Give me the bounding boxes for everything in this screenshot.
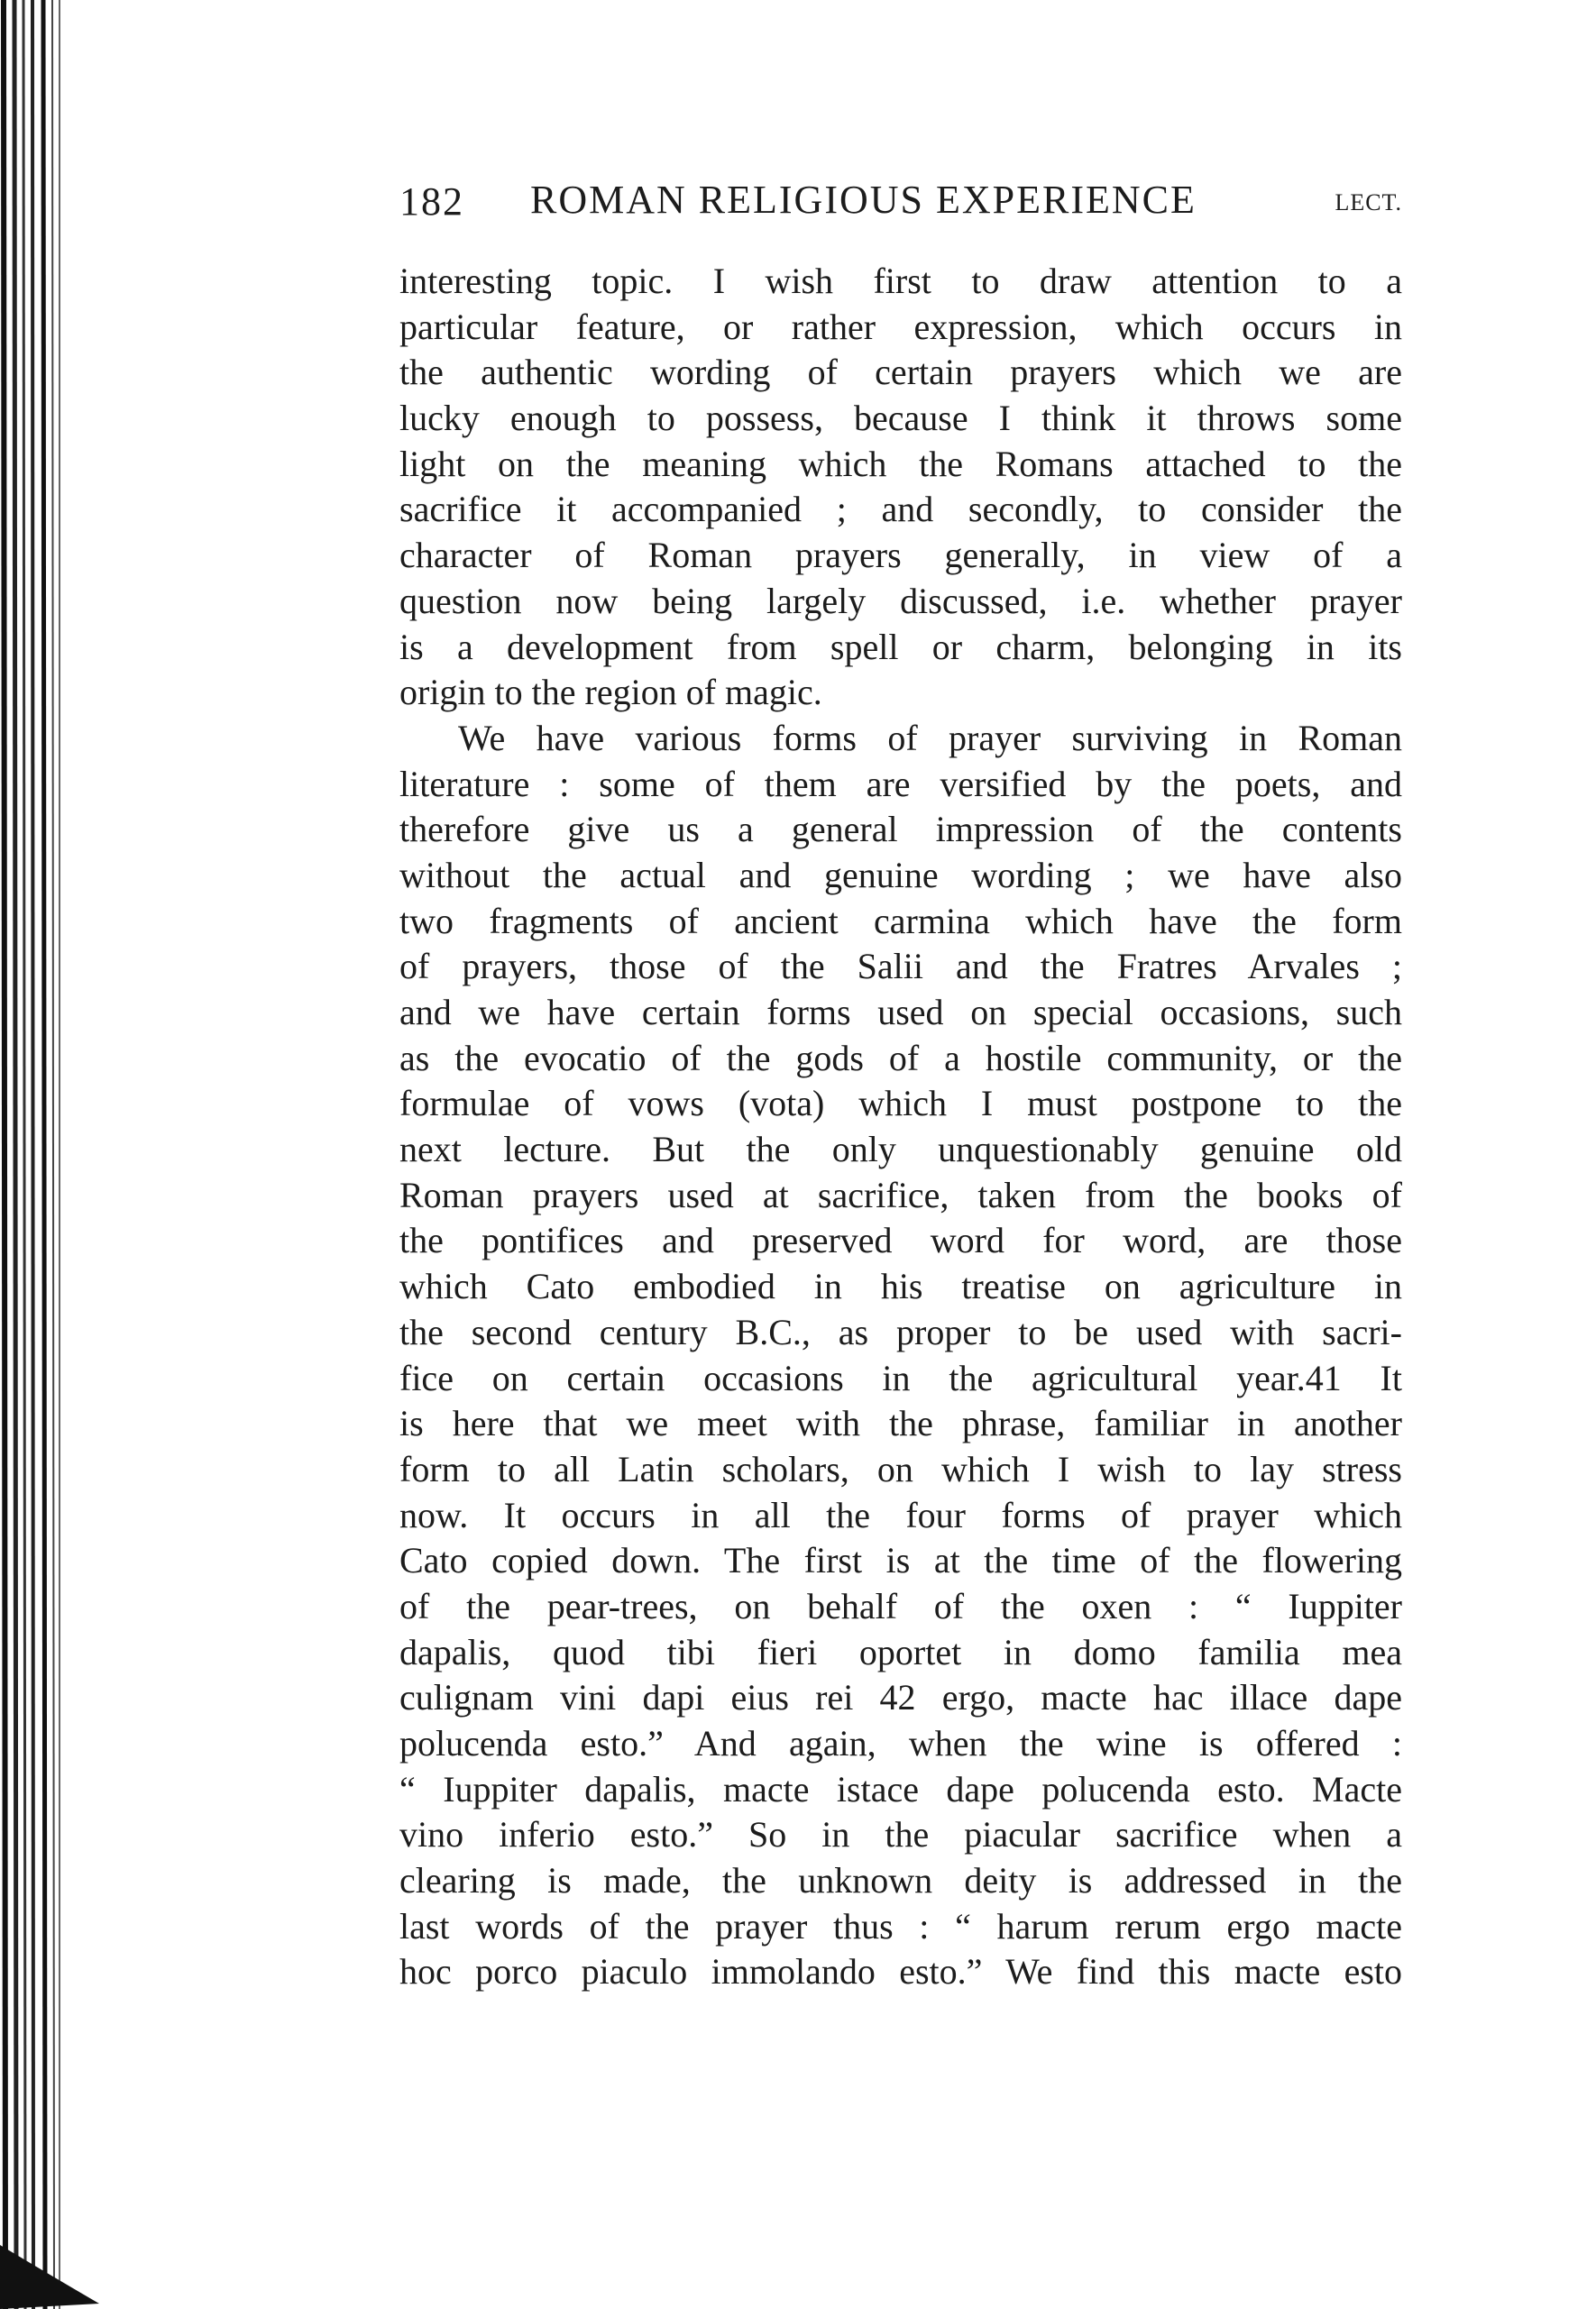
- text-line: which Cato embodied in his treatise on agriculture in: [399, 1266, 1402, 1307]
- text-line: of the pear-trees, on behalf of the oxen : “ Iuppiter: [399, 1585, 1402, 1626]
- text-line: fice on certain occasions in the agricultural year.41 It: [399, 1357, 1402, 1398]
- paragraph: [399, 259, 1402, 716]
- text-line: Roman prayers used at sacrifice, taken from the books of: [399, 1174, 1402, 1215]
- text-line: literature : some of them are versified by the poets, and: [399, 763, 1402, 804]
- text-line: vino inferio esto.” So in the piacular sacrifice when a: [399, 1814, 1402, 1855]
- text-line: last words of the prayer thus : “ harum rerum ergo macte: [399, 1905, 1402, 1947]
- text-line: the pontifices and preserved word for word, are those: [399, 1220, 1402, 1261]
- text-line: therefore give us a general impression of the contents: [399, 809, 1402, 850]
- text-line: now. It occurs in all the four forms of prayer which: [399, 1494, 1402, 1535]
- text-line: and we have certain forms used on special occasions, such: [399, 992, 1402, 1032]
- running-title: ROMAN RELIGIOUS EXPERIENCE: [530, 178, 1197, 222]
- text-line: character of Roman prayers generally, in view of a: [399, 535, 1402, 576]
- text-line: form to all Latin scholars, on which I wish to lay stress: [399, 1448, 1402, 1489]
- text-line: clearing is made, the unknown deity is addressed in the: [399, 1860, 1402, 1901]
- text-line: the authentic wording of certain prayers which we are: [399, 352, 1402, 393]
- text-line: sacrifice it accompanied ; and secondly, to consider the: [399, 489, 1402, 530]
- text-line: lucky enough to possess, because I think it throws some: [399, 398, 1402, 439]
- page-number: 182: [399, 179, 464, 224]
- text-line: polucenda esto.” And again, when the wine is offered :: [399, 1723, 1402, 1764]
- text-line: is here that we meet with the phrase, familiar in another: [399, 1403, 1402, 1444]
- page-header: [399, 177, 1402, 234]
- text-line: question now being largely discussed, i.e. whether prayer: [399, 580, 1402, 621]
- body-text: [399, 259, 1402, 1995]
- text-line: the second century B.C., as proper to be used with sacri-: [399, 1311, 1402, 1352]
- text-line: as the evocatio of the gods of a hostile community, or the: [399, 1037, 1402, 1078]
- text-line: formulae of vows (vota) which I must postpone to the: [399, 1083, 1402, 1124]
- text-line: dapalis, quod tibi fieri oportet in domo familia mea: [399, 1631, 1402, 1672]
- text-line: We have various forms of prayer surviving in Roman: [458, 717, 1402, 758]
- text-line: Cato copied down. The first is at the time of the flowering: [399, 1540, 1402, 1581]
- text-line: culignam vini dapi eius rei 42 ergo, macte hac illace dape: [399, 1677, 1402, 1718]
- text-line: interesting topic. I wish first to draw attention to a: [399, 261, 1402, 301]
- text-line: “ Iuppiter dapalis, macte istace dape polucenda esto. Macte: [399, 1768, 1402, 1810]
- binding-edge: [0, 0, 99, 2309]
- text-line: light on the meaning which the Romans attached to the: [399, 443, 1402, 484]
- text-line: two fragments of ancient carmina which have the form: [399, 900, 1402, 941]
- text-line: hoc porco piaculo immolando esto.” We find this macte esto: [399, 1951, 1402, 1993]
- paragraph: [399, 716, 1402, 1995]
- text-line: particular feature, or rather expression, which occurs in: [399, 306, 1402, 347]
- text-line: of prayers, those of the Salii and the Fratres Arvales ;: [399, 946, 1402, 987]
- section-mark: LECT.: [1335, 189, 1402, 215]
- text-line: next lecture. But the only unquestionably genuine old: [399, 1129, 1402, 1170]
- text-line: origin to the region of magic.: [399, 672, 822, 713]
- text-line: is a development from spell or charm, belonging in its: [399, 626, 1402, 667]
- text-line: without the actual and genuine wording ; we have also: [399, 854, 1402, 895]
